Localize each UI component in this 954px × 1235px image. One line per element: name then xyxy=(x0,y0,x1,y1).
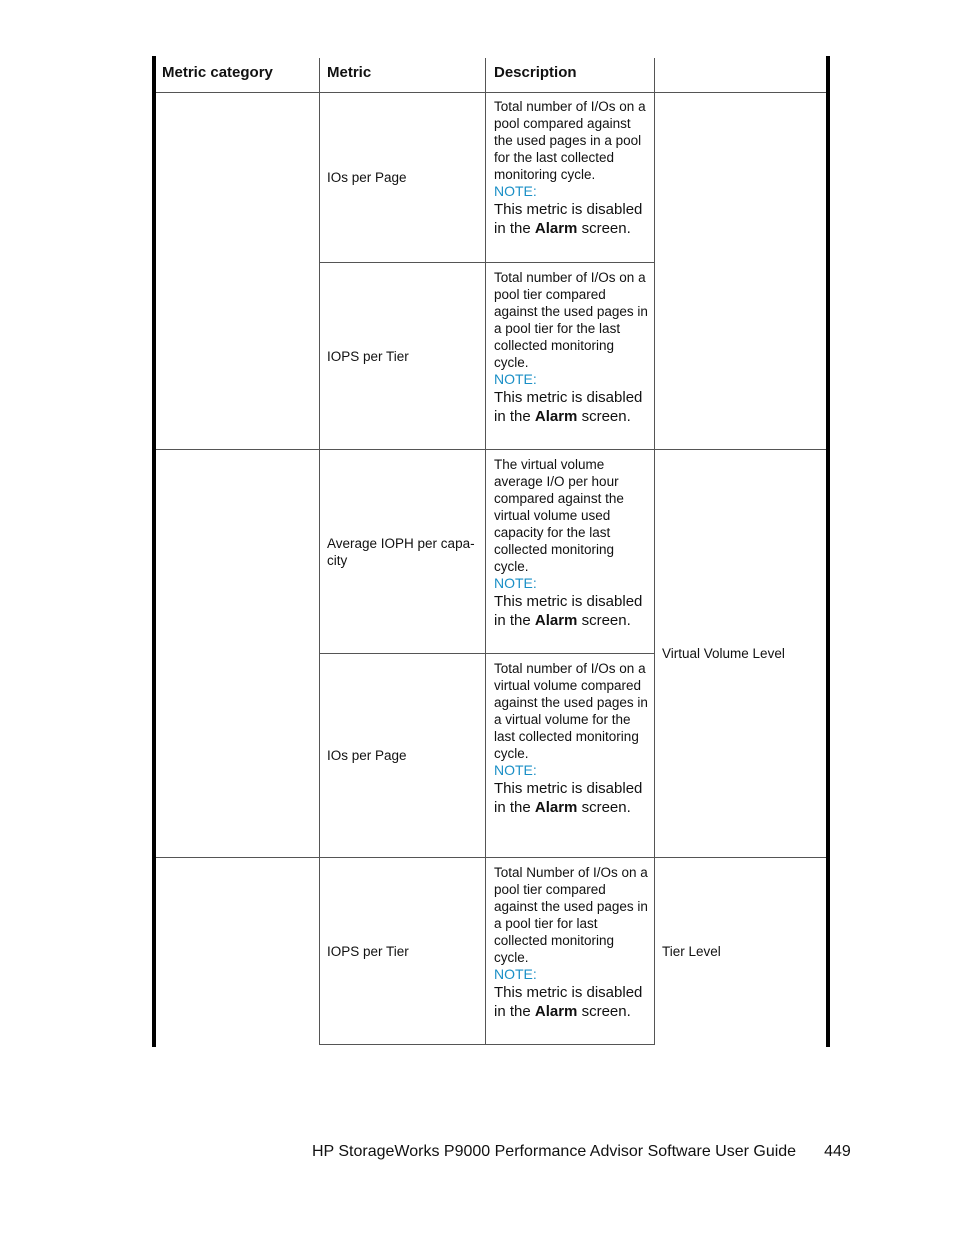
description-text: Total number of I/Os on a virtual volume compared against the used pages in a virtual volume for the last collected monitoring cycle. xyxy=(494,661,648,761)
metric-cell xyxy=(327,263,477,449)
level-label: Tier Level xyxy=(662,943,721,959)
table-bottom-rule xyxy=(319,1044,655,1045)
note-label: NOTE: xyxy=(494,575,537,591)
description-text: The virtual volume average I/O per hour compared against the virtual volume used capacity for the last collected monitoring cycle. xyxy=(494,457,624,574)
note-text: This metric is disabled in the Alarm screen. xyxy=(494,984,643,1020)
header-divider xyxy=(485,58,486,93)
note-label: NOTE: xyxy=(494,183,537,199)
metric-label: IOPS per Tier xyxy=(327,348,409,364)
description-cell xyxy=(494,456,650,630)
metric-label: IOs per Page xyxy=(327,170,407,185)
metric-cell xyxy=(327,450,482,653)
metric-cell xyxy=(327,93,477,262)
column-divider xyxy=(485,92,486,1045)
metric-cell xyxy=(327,858,477,1044)
note-label: NOTE: xyxy=(494,371,537,387)
note-text: This metric is disabled in the Alarm screen. xyxy=(494,389,643,425)
page-footer xyxy=(312,1143,851,1161)
note-label: NOTE: xyxy=(494,966,537,982)
header-divider xyxy=(319,58,320,93)
table-left-border xyxy=(152,56,156,1047)
note-label: NOTE: xyxy=(494,762,537,778)
footer-title: HP StorageWorks P9000 Performance Advisor Software User Guide xyxy=(312,1143,797,1160)
description-cell xyxy=(494,98,650,238)
alarm-bold: Alarm xyxy=(534,799,578,816)
alarm-bold: Alarm xyxy=(534,408,578,425)
description-text: Total Number of I/Os on a pool tier compared against the used pages in a pool tier for last collected monitoring cycle. xyxy=(494,865,648,965)
header-bottom-rule xyxy=(156,92,826,93)
level-label: Virtual Volume Level xyxy=(662,646,785,661)
alarm-bold: Alarm xyxy=(534,220,578,237)
description-text: Total number of I/Os on a pool compared against the used pages in a pool for the last collected monitoring cycle. xyxy=(494,99,646,182)
level-cell xyxy=(662,450,822,857)
metric-cell xyxy=(327,654,477,857)
metric-label: Average IOPH per capa-city xyxy=(327,535,475,568)
description-text: Total number of I/Os on a pool tier compared against the used pages in a pool tier for the last collected monitoring cycle. xyxy=(494,270,648,370)
header-metric: Metric xyxy=(327,64,372,81)
alarm-bold: Alarm xyxy=(534,1003,578,1020)
header-divider xyxy=(654,58,655,93)
level-cell xyxy=(662,858,822,1044)
metric-label: IOPS per Tier xyxy=(327,943,409,959)
description-cell xyxy=(494,864,650,1021)
column-divider xyxy=(654,92,655,1045)
note-text: This metric is disabled in the Alarm screen. xyxy=(494,201,643,237)
header-description: Description xyxy=(494,64,577,81)
page-number: 449 xyxy=(824,1143,851,1160)
note-text: This metric is disabled in the Alarm screen. xyxy=(494,780,643,816)
header-metric-category: Metric category xyxy=(162,64,273,81)
note-text: This metric is disabled in the Alarm screen. xyxy=(494,593,643,629)
column-divider xyxy=(319,92,320,1045)
description-cell xyxy=(494,660,650,817)
description-cell xyxy=(494,269,650,426)
metric-label: IOs per Page xyxy=(327,748,407,763)
alarm-bold: Alarm xyxy=(534,612,578,629)
table-right-border xyxy=(826,56,830,1047)
